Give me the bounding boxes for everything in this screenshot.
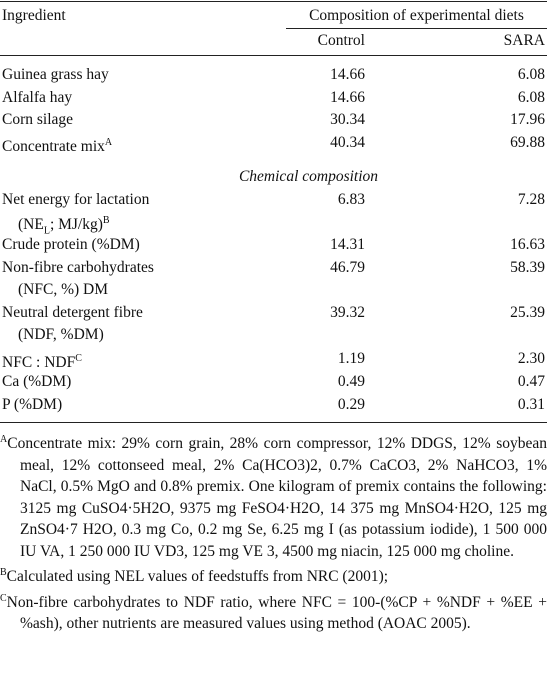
- top-rule: [0, 1, 547, 2]
- section-title: Chemical composition: [238, 168, 379, 185]
- footnote-text: Calculated using NEL values of feedstuffs from NRC (2001);: [6, 568, 389, 586]
- row-label: [2, 133, 112, 157]
- row-label-cont: (NFC, %) DM: [18, 281, 108, 298]
- row-sara: 6.08: [517, 89, 545, 106]
- row-sara: 7.28: [517, 191, 545, 208]
- row-sara: 6.08: [517, 66, 545, 83]
- row-control: 6.83: [337, 191, 365, 208]
- footnotes: [0, 429, 547, 635]
- group-underline: [286, 28, 547, 29]
- footnote-mark: A: [0, 434, 8, 445]
- row-sara: 25.39: [510, 304, 545, 321]
- row-label: P (%DM): [2, 396, 63, 413]
- header-rule: [0, 55, 547, 56]
- row-control: 40.34: [330, 134, 365, 151]
- row-sara: 69.88: [510, 134, 545, 151]
- footnote-mark: B: [102, 215, 110, 226]
- row-sara: 0.47: [517, 373, 545, 390]
- row-label: Non-fibre carbohydrates: [2, 259, 154, 276]
- label-part: (NE: [18, 216, 44, 234]
- row-sara: 58.39: [510, 259, 545, 276]
- header-sara: SARA: [503, 32, 545, 49]
- row-control: 39.32: [330, 304, 365, 321]
- row-control: 14.31: [330, 236, 365, 253]
- label-part: ; MJ/kg): [49, 216, 103, 234]
- row-control: 0.49: [337, 373, 365, 390]
- row-label-cont: (NDF, %DM): [18, 326, 104, 343]
- row-control: 14.66: [330, 89, 365, 106]
- row-label: Guinea grass hay: [2, 66, 109, 83]
- header-ingredient: Ingredient: [2, 7, 66, 24]
- footnote-text: Concentrate mix: 29% corn grain, 28% corn compressor, 12% DDGS, 12% soybean meal, 12% cottonseed meal, 2% Ca(HCO3)2, 0.7% CaCO3, 2% NaHCO3, 1% NaCl, 0.5% MgO and 0.8% premix. One kilogram of premix contains the following: 3125 mg CuSO4·5H2O, 9375 mg FeSO4·H2O, 14 375 mg MnSO4·H2O, 125 mg ZnSO4·7 H2O, 0.3 mg Co, 0.2 mg Se, 6.25 mg I (as potassium iodide), 1 500 000 IU VA, 1 250 000 IU VD3, 125 mg VE 3, 4500 mg niacin, 125 000 mg choline.: [7, 435, 547, 560]
- footnote-mark: B: [0, 567, 7, 579]
- footnote-mark: C: [0, 592, 7, 604]
- header-group: Composition of experimental diets: [309, 7, 524, 24]
- row-sara: 2.30: [517, 350, 545, 367]
- row-label-text: Concentrate mix: [2, 138, 105, 156]
- row-label: Ca (%DM): [2, 373, 72, 390]
- row-control: 30.34: [330, 111, 365, 128]
- footnote-mark: A: [104, 137, 113, 148]
- footnote-mark: C: [75, 353, 82, 364]
- row-label: Crude protein (%DM): [2, 236, 140, 253]
- row-label: Net energy for lactation: [2, 191, 150, 208]
- row-control: 0.29: [337, 396, 365, 413]
- row-sara: 16.63: [510, 236, 545, 253]
- header-control: Control: [317, 32, 365, 49]
- row-sara: 17.96: [510, 111, 545, 128]
- row-control: 46.79: [330, 259, 365, 276]
- label-part: NFC : NDF: [2, 354, 76, 372]
- row-control: 14.66: [330, 66, 365, 83]
- row-label: Neutral detergent fibre: [2, 304, 143, 321]
- row-control: 1.19: [337, 350, 365, 367]
- footnote-c: [0, 588, 547, 635]
- footnote-text: Non-fibre carbohydrates to NDF ratio, where NFC = 100-(%CP + %NDF + %EE + %ash), other nutrients are measured values using method (AOAC 2005).: [6, 593, 547, 633]
- row-label: Corn silage: [2, 111, 74, 128]
- footnote-a: [0, 429, 547, 562]
- subscript: L: [43, 225, 50, 237]
- footnote-b: [0, 562, 547, 588]
- row-label: [2, 349, 82, 373]
- row-sara: 0.31: [517, 396, 545, 413]
- row-label: Alfalfa hay: [2, 89, 73, 106]
- bottom-rule: [0, 422, 547, 423]
